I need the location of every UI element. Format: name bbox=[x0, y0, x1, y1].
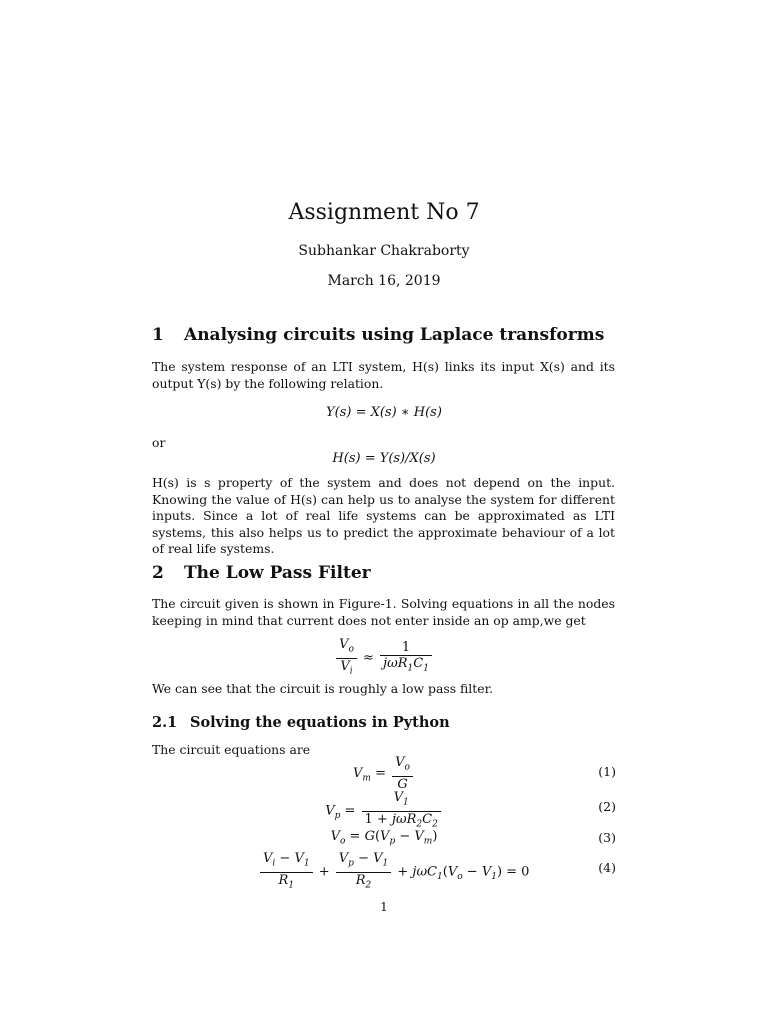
equation-transfer-function: H(s) = Y(s)/X(s) bbox=[332, 451, 436, 466]
equation-lowpass-approx: $\frac{V_o}{V_i}$ ≈ $\frac{1}{j\omega R_1C_1}$ bbox=[0, 637, 768, 679]
equation-2-number: (2) bbox=[598, 799, 616, 814]
equation-4: $\frac{V_i - V_1}{R_1}$ + $\frac{V_p - V_1}{R_2}$ + $j\omega C_1(V_o - V_1) = 0$ bbox=[258, 851, 529, 893]
section-1-heading bbox=[152, 325, 604, 345]
equation-3: $V_o = G(V_p - V_m)$ bbox=[330, 829, 438, 847]
subsection-2-1-title: Solving the equations in Python bbox=[190, 714, 450, 731]
equation-2: $V_p$ = $\frac{V_1}{1 + j\omega R_2C_2}$ bbox=[0, 790, 768, 832]
date: March 16, 2019 bbox=[327, 273, 441, 289]
equation-4-number: (4) bbox=[598, 860, 616, 875]
equation-1-number: (1) bbox=[598, 764, 616, 779]
subsection-2-1-number: 2.1 bbox=[152, 714, 178, 731]
equation-3-number: (3) bbox=[598, 830, 616, 845]
section-2-paragraph-1: The circuit given is shown in Figure-1. Solving equations in all the nodes keeping in mind that current does not enter inside an op amp,we get bbox=[152, 596, 615, 628]
author: Subhankar Chakraborty bbox=[298, 243, 470, 259]
section-1-paragraph-2: H(s) is s property of the system and does not depend on the input. Knowing the value of H(s) can help us to analyse the system for different inputs. Since a lot of real life systems can be approximated as LTI systems, this also helps us to predict the approximate behaviour of a lot of real life systems. bbox=[152, 475, 615, 556]
section-1-title: Analysing circuits using Laplace transforms bbox=[184, 325, 605, 345]
paper-title: Assignment No 7 bbox=[288, 200, 480, 225]
section-1-number: 1 bbox=[152, 325, 164, 345]
equation-1: $V_m$ = $\frac{V_o}{G}$ bbox=[0, 755, 768, 792]
circuit-equations-intro: The circuit equations are bbox=[152, 742, 311, 757]
subsection-2-1-heading bbox=[152, 714, 450, 731]
section-1-paragraph-1: The system response of an LTI system, H(s) links its input X(s) and its output Y(s) by the following relation. bbox=[152, 359, 615, 391]
section-2-heading bbox=[152, 563, 371, 583]
equation-transfer-relation: Y(s) = X(s) ∗ H(s) bbox=[326, 405, 442, 420]
section-2-title: The Low Pass Filter bbox=[184, 563, 371, 583]
section-2-paragraph-2: We can see that the circuit is roughly a low pass filter. bbox=[152, 681, 494, 696]
section-2-number: 2 bbox=[152, 563, 164, 583]
or-text: or bbox=[152, 435, 166, 450]
page-number: 1 bbox=[380, 900, 388, 914]
